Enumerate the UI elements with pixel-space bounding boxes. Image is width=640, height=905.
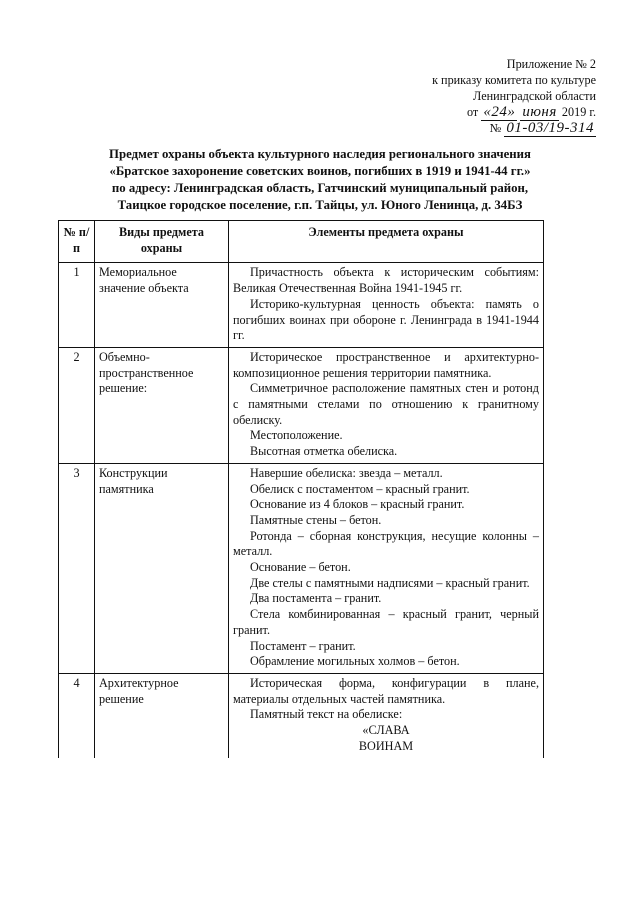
element-item: Симметричное расположение памятных стен и ротонд с памятными стелами по отношению к гранитному обелиску. <box>233 381 539 427</box>
appendix-block <box>0 56 596 136</box>
element-item: Навершие обелиска: звезда – металл. <box>250 465 443 480</box>
element-item: Две стелы с памятными надписями – красный гранит. <box>250 575 530 590</box>
appendix-number <box>0 120 596 136</box>
element-item: Ротонда – сборная конструкция, несущие колонны – металл. <box>233 528 539 559</box>
title-line-2: «Братское захоронение советских воинов, погибших в 1919 и 1941-44 гг.» <box>109 164 531 178</box>
element-item: Основание из 4 блоков – красный гранит. <box>250 497 465 512</box>
appendix-title: Приложение № 2 <box>506 57 596 71</box>
table-row <box>59 347 544 463</box>
date-prefix: от <box>467 105 479 119</box>
table-row <box>59 673 544 757</box>
element-item: Историко-культурная ценность объекта: память о погибших воинах при обороне г. Ленинграда в 1941-1944 гг. <box>233 296 539 343</box>
number-prefix: № <box>489 121 502 135</box>
element-item: Высотная отметка обелиска. <box>250 444 398 459</box>
number-value: 01-03/19-314 <box>506 120 594 136</box>
element-item: Местоположение. <box>250 428 343 443</box>
row-type: Мемориальное значение объекта <box>95 263 229 348</box>
inscription-line: «СЛАВА <box>362 723 410 738</box>
table-header-row <box>59 221 544 263</box>
row-elements <box>229 673 544 757</box>
title-line-3: по адресу: Ленинградская область, Гатчинский муниципальный район, <box>111 181 529 195</box>
element-item: Основание – бетон. <box>250 560 351 575</box>
header-elements: Элементы предмета охраны <box>229 221 544 263</box>
element-item: Причастность объекта к историческим событиям: Великая Отечественная Война 1941-1945 гг. <box>233 265 539 296</box>
appendix-order-ref: к приказу комитета по культуре <box>432 73 596 87</box>
element-item: Историческое пространственное и архитектурно-композиционное решения территории памятника. <box>233 349 539 380</box>
protection-table <box>58 220 544 758</box>
element-item: Два постамента – гранит. <box>250 591 382 606</box>
title-line-1: Предмет охраны объекта культурного наследия регионального значения <box>109 147 531 161</box>
element-item: Историческая форма, конфигурации в плане, материалы отдельных частей памятника. <box>233 675 539 706</box>
row-num: 2 <box>59 347 95 463</box>
row-elements <box>229 263 544 348</box>
element-item: Обрамление могильных холмов – бетон. <box>250 654 460 669</box>
row-elements <box>229 463 544 673</box>
date-year: 2019 г. <box>561 105 596 119</box>
element-item: Памятный текст на обелиске: <box>250 707 403 722</box>
inscription-line: ВОИНАМ <box>358 738 414 753</box>
appendix-region: Ленинградской области <box>473 89 596 103</box>
header-type: Виды предмета охраны <box>95 221 229 263</box>
title-line-4: Таицкое городское поселение, г.п. Тайцы, ул. Юного Ленинца, д. 34БЗ <box>117 198 523 212</box>
row-type: Архитектурное решение <box>95 673 229 757</box>
document-title <box>50 146 590 214</box>
row-num: 3 <box>59 463 95 673</box>
date-month: июня <box>522 104 557 120</box>
element-item: Стела комбинированная – красный гранит, черный гранит. <box>233 607 539 637</box>
row-type: Объемно-пространственное решение: <box>95 347 229 463</box>
element-item: Памятные стены – бетон. <box>250 512 382 527</box>
date-day: «24» <box>483 104 516 120</box>
row-type: Конструкции памятника <box>95 463 229 673</box>
row-num: 4 <box>59 673 95 757</box>
row-num: 1 <box>59 263 95 348</box>
header-num: № п/п <box>59 221 95 263</box>
table-row <box>59 263 544 348</box>
table-row <box>59 463 544 673</box>
appendix-date <box>0 104 596 120</box>
element-item: Обелиск с постаментом – красный гранит. <box>250 481 470 496</box>
row-elements <box>229 347 544 463</box>
element-item: Постамент – гранит. <box>250 638 356 653</box>
